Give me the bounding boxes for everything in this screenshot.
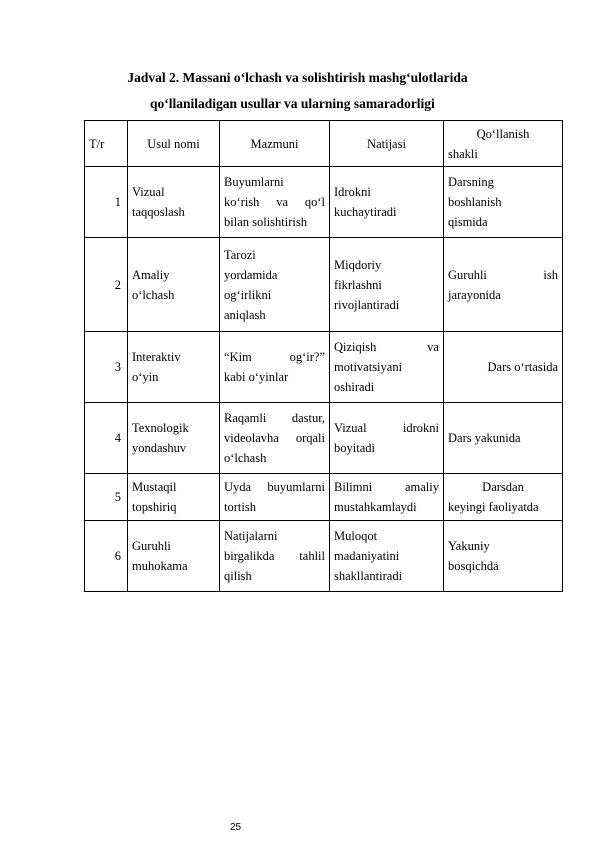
cell-line: Guruhli [132,539,171,553]
cell-line: fikrlashni [334,277,382,292]
cell-line: madaniyatini [334,549,400,563]
table-row [85,474,563,521]
table-row [85,167,563,238]
mazmun-cell [220,403,330,474]
header-mazmuni: Mazmuni [220,121,330,167]
cell-line: og‘irlikni [224,287,272,302]
row-number: 1 [85,167,128,238]
cell-line: oshiradi [334,380,375,394]
cell-line: motivatsiyani [334,360,403,374]
shakl-cell [444,167,563,238]
methods-table [84,120,563,592]
cell-line: boshlanish [448,195,502,209]
natija-cell [330,403,444,474]
cell-line: qilish [224,569,252,583]
header-qollanish-shakli [444,121,563,167]
cell-line: Bilimni amaliy [334,480,439,494]
cell-line: qismida [448,215,488,229]
cell-line: Dars o‘rtasida [487,360,558,374]
shakl-cell [444,332,563,403]
cell-line: Darsdan [482,480,524,494]
usul-cell [128,167,220,238]
cell-line: Vizual idrokni [334,421,439,435]
cell-line: birgalikda tahlil [224,549,325,563]
cell-line: mustahkamlaydi [334,500,417,514]
row-number: 6 [85,521,128,592]
cell-line: o‘yin [132,370,159,384]
mazmun-cell [220,167,330,238]
cell-line: Yakuniy [448,539,490,553]
cell-line: Tarozi [224,247,256,262]
cell-line: topshiriq [132,500,177,514]
cell-line: bilan solishtirish [224,215,307,229]
cell-line: Dars yakunida [448,431,521,445]
mazmun-cell [220,332,330,403]
cell-line: “Kim og‘ir?” [224,350,325,364]
header-tr: T/r [85,121,128,167]
shakl-cell [444,238,563,332]
cell-line: jarayonida [448,287,501,302]
table-title-line1: Jadval 2. Massani o‘lchash va solishtirish mashg‘ulotlarida [127,70,468,85]
cell-line: o‘lchash [224,451,267,465]
cell-line: Guruhli ish [448,267,558,282]
cell-line: Vizual [132,185,165,199]
natija-cell [330,167,444,238]
cell-line: ko‘rish va qo‘l [224,195,325,209]
row-number: 2 [85,238,128,332]
cell-line: taqqoslash [132,205,185,219]
table-row [85,238,563,332]
cell-line: Natijalarni [224,529,278,543]
cell-line: muhokama [132,559,188,573]
cell-line: bosqichda [448,559,499,573]
cell-line: Amaliy [132,267,170,282]
cell-line: tortish [224,500,256,514]
usul-cell [128,238,220,332]
natija-cell [330,238,444,332]
row-number: 5 [85,474,128,521]
cell-line: yondashuv [132,441,187,455]
cell-line: Uyda buyumlarni [224,480,325,494]
natija-cell [330,521,444,592]
cell-line: kuchaytiradi [334,205,397,219]
cell-line: Qiziqish va [334,340,439,354]
cell-line: boyitadi [334,441,375,455]
cell-line: Mustaqil [132,480,177,494]
table-header-row [85,121,563,167]
page-number: 25 [230,822,242,833]
cell-line: Idrokni [334,185,371,199]
row-number: 4 [85,403,128,474]
cell-line: Muloqot [334,529,378,543]
cell-line: keyingi faoliyatda [448,500,539,514]
mazmun-cell [220,474,330,521]
header-qollanish: Qo‘llanish [476,126,530,141]
cell-line: yordamida [224,267,278,282]
row-number: 3 [85,332,128,403]
cell-line: aniqlash [224,307,266,322]
shakl-cell [444,403,563,474]
cell-line: kabi o‘yinlar [224,370,289,384]
cell-line: o‘lchash [132,287,175,302]
cell-line: Darsning [448,175,494,189]
cell-line: rivojlantiradi [334,297,400,312]
usul-cell [128,403,220,474]
cell-line: Buyumlarni [224,175,284,189]
header-natijasi: Natijasi [330,121,444,167]
shakl-cell [444,521,563,592]
natija-cell [330,332,444,403]
table-row [85,403,563,474]
table-row [85,521,563,592]
usul-cell [128,332,220,403]
table-title-line2: qo‘llaniladigan usullar va ularning samaradorligi [150,96,435,111]
cell-line: Raqamli dastur, [224,411,325,425]
cell-line: Miqdoriy [334,257,382,272]
table-row [85,332,563,403]
header-shakli: shakli [448,146,478,161]
natija-cell [330,474,444,521]
cell-line: Texnologik [132,421,189,435]
cell-line: shakllantiradi [334,569,403,583]
mazmun-cell [220,521,330,592]
mazmun-cell [220,238,330,332]
cell-line: videolavha orqali [224,431,325,445]
shakl-cell [444,474,563,521]
header-usul-nomi: Usul nomi [128,121,220,167]
usul-cell [128,521,220,592]
usul-cell [128,474,220,521]
cell-line: Interaktiv [132,350,181,364]
